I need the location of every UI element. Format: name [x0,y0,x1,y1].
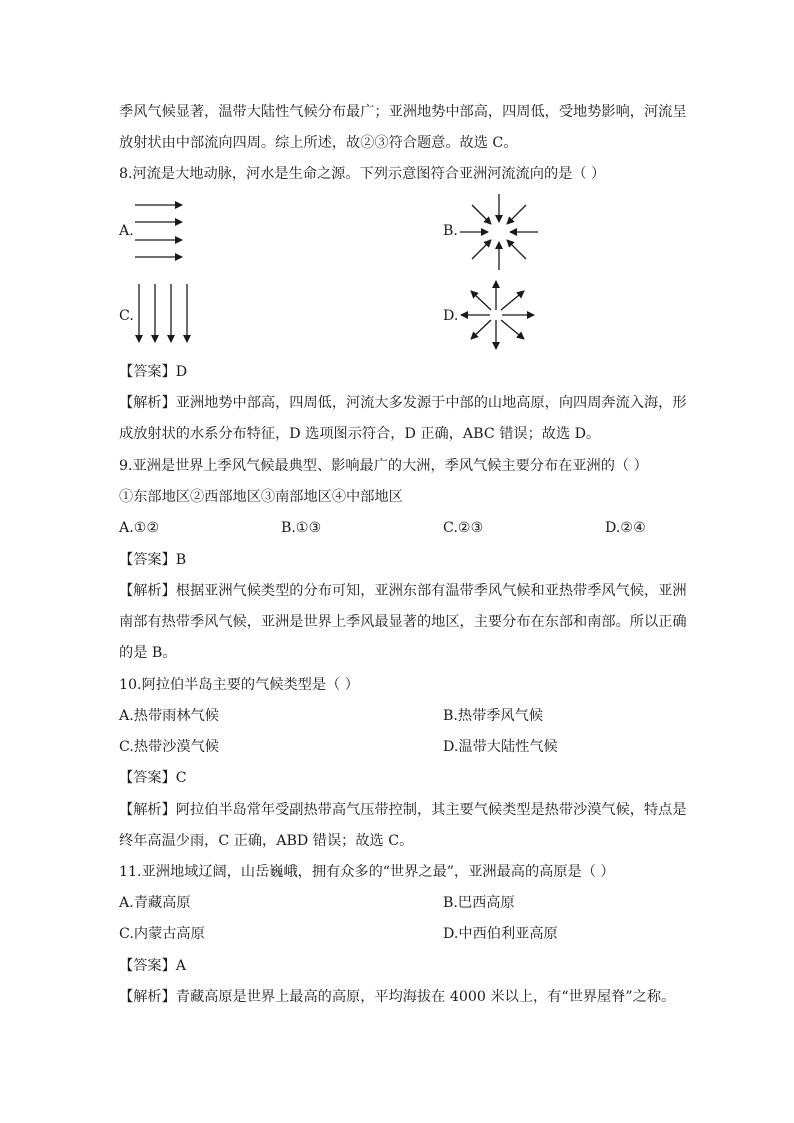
q8-analysis-2: 成放射状的水系分布特征，D 选项图示符合，D 正确，ABC 错误；故选 D。 [119,426,601,442]
q8-figure-c [130,282,194,348]
q11-option-a: A.青藏高原 [119,895,191,911]
q11-option-b: B.巴西高原 [443,895,515,911]
q11-option-d: D.中西伯利亚高原 [443,926,558,942]
q8-option-c-label: C. [119,308,134,324]
q11-option-c: C.内蒙古高原 [119,926,205,942]
q8-figure-b [456,192,542,272]
q9-option-b: B.①③ [281,520,322,536]
q10-answer: 【答案】C [119,770,187,786]
q10-analysis-2: 终年高温少雨，C 正确，ABD 错误；故选 C。 [119,833,414,849]
q8-figure-d [456,278,542,352]
q11-analysis-1: 【解析】青藏高原是世界上最高的高原，平均海拔在 4000 米以上，有“世界屋脊”之称。 [119,989,676,1005]
q9-analysis-1: 【解析】根据亚洲气候类型的分布可知，亚洲东部有温带季风气候和亚热带季风气候，亚洲 [119,583,687,599]
q9-stem: 9.亚洲是世界上季风气候最典型、影响最广的大洲，季风气候主要分布在亚洲的（ ） [119,458,648,474]
q9-answer: 【答案】B [119,552,187,568]
q9-analysis-3: 的是 B。 [119,645,177,661]
intro-line-1: 季风气候显著，温带大陆性气候分布最广；亚洲地势中部高，四周低，受地势影响，河流呈 [119,104,687,120]
q8-answer: 【答案】D [119,364,188,380]
q9-option-a: A.①② [119,520,160,536]
q10-option-a: A.热带雨林气候 [119,708,219,724]
q11-stem: 11.亚洲地域辽阔，山岳巍峨，拥有众多的“世界之最”，亚洲最高的高原是（ ） [119,864,615,880]
q9-option-d: D.②④ [605,520,646,536]
q11-answer: 【答案】A [119,958,186,974]
q10-option-c: C.热带沙漠气候 [119,739,219,755]
q8-analysis-1: 【解析】亚洲地势中部高，四周低，河流大多发源于中部的山地高原，向四周奔流入海，形 [119,395,687,411]
q9-option-c: C.②③ [443,520,484,536]
q9-sub: ①东部地区②西部地区③南部地区④中部地区 [119,489,403,505]
intro-line-2: 放射状由中部流向四周。综上所述，故②③符合题意。故选 C。 [119,135,518,151]
q10-option-b: B.热带季风气候 [443,708,544,724]
q10-analysis-1: 【解析】阿拉伯半岛常年受副热带高气压带控制，其主要气候类型是热带沙漠气候，特点是 [119,802,687,818]
q9-analysis-2: 南部有热带季风气候，亚洲是世界上季风最显著的地区，主要分布在东部和南部。所以正确 [119,614,687,630]
q8-stem: 8.河流是大地动脉，河水是生命之源。下列示意图符合亚洲河流流向的是（ ） [119,166,606,182]
q8-figure-a [130,195,190,265]
q8-option-a-label: A. [119,223,134,239]
q8-option-d-label: D. [443,308,459,324]
q10-stem: 10.阿拉伯半岛主要的气候类型是（ ） [119,677,359,693]
q8-option-b-label: B. [443,223,458,239]
q10-option-d: D.温带大陆性气候 [443,739,558,755]
